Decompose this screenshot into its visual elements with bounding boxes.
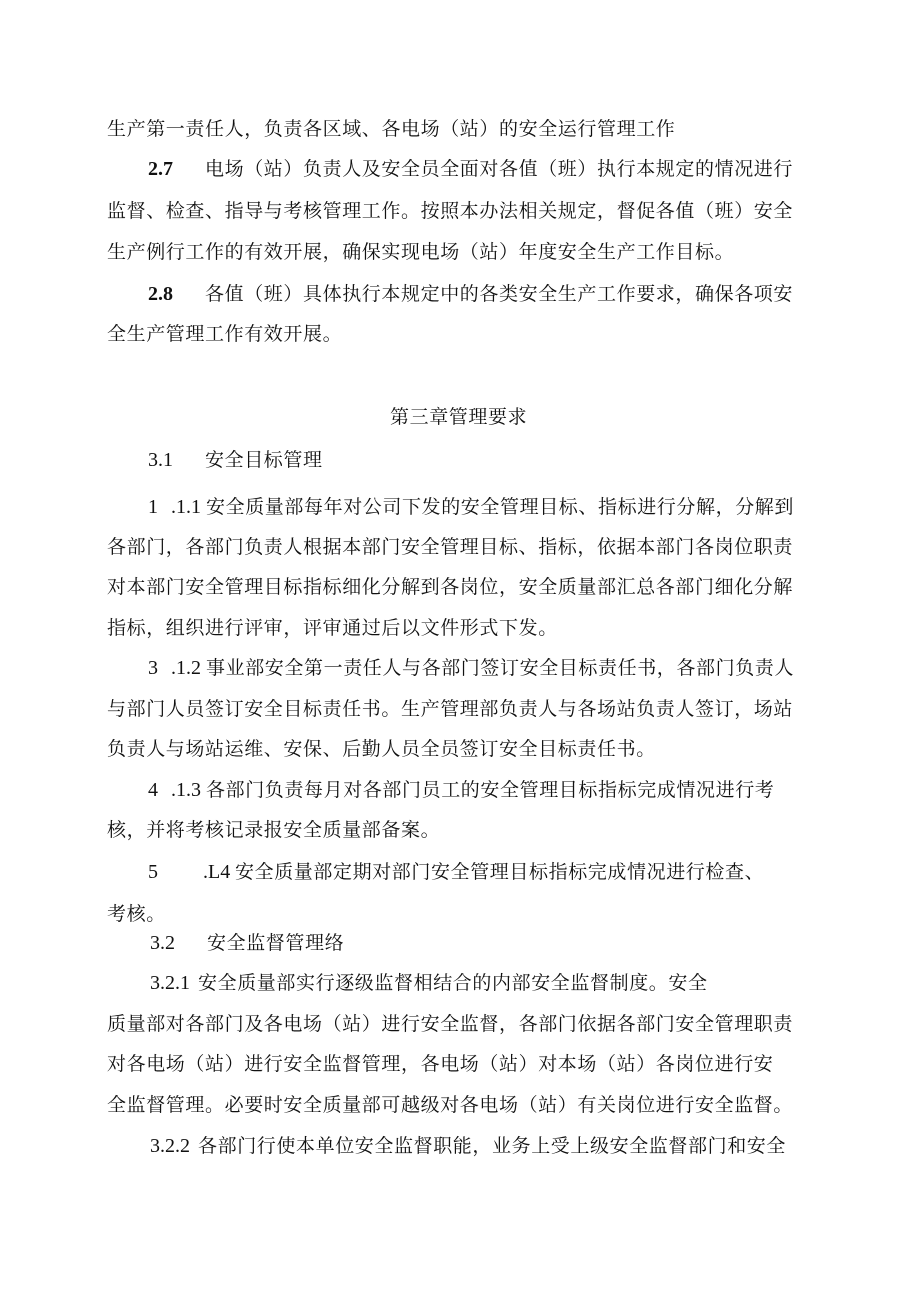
paragraph-line (107, 1012, 793, 1036)
section-2-8 (148, 282, 793, 306)
paragraph-line (107, 575, 793, 599)
item-1-1-1 (148, 495, 794, 519)
paragraph-line (107, 535, 793, 559)
section-heading: 安全监督管理络 (207, 932, 345, 954)
body-text: 各部门负责每月对各部门员工的安全管理目标指标完成情况进行考 (206, 779, 775, 801)
body-text: 指标，组织进行评审，评审通过后以文件形式下发。 (107, 617, 558, 639)
paragraph-line (107, 240, 734, 264)
item-1-1-3 (148, 778, 774, 802)
body-text: 对各电场（站）进行安全监督管理，各电场（站）对本场（站）各岗位进行安 (107, 1053, 774, 1075)
item-3-2-2 (150, 1134, 786, 1158)
body-text: 事业部安全第一责任人与各部门签订安全目标责任书，各部门负责人 (206, 657, 795, 679)
body-text: 各部门行使本单位安全监督职能，业务上受上级安全监督部门和安全 (198, 1135, 787, 1157)
item-number: 3.2.1 (150, 972, 190, 994)
section-3-2 (150, 931, 344, 955)
body-text: 对本部门安全管理目标指标细化分解到各岗位，安全质量部汇总各部门细化分解 (107, 576, 794, 598)
item-subnumber: .1.3 (171, 779, 201, 801)
section-2-7 (148, 157, 793, 181)
item-number: 4 (148, 779, 158, 801)
item-1-1-2 (148, 656, 794, 680)
paragraph-line (107, 199, 793, 223)
paragraph-line (107, 117, 675, 141)
paragraph-line (107, 818, 440, 842)
body-text: 生产第一责任人，负责各区域、各电场（站）的安全运行管理工作 (107, 118, 676, 140)
paragraph-line (107, 616, 558, 640)
body-text: 考核。 (107, 903, 166, 925)
body-text: 核，并将考核记录报安全质量部备案。 (107, 819, 441, 841)
body-text: 电场（站）负责人及安全员全面对各值（班）执行本规定的情况进行 (205, 158, 794, 180)
item-subnumber: .L4 (203, 861, 231, 883)
body-text: 各部门，各部门负责人根据本部门安全管理目标、指标，依据本部门各岗位职责 (107, 536, 794, 558)
body-text: 生产例行工作的有效开展，确保实现电场（站）年度安全生产工作目标。 (107, 241, 735, 263)
body-text: 安全质量部每年对公司下发的安全管理目标、指标进行分解，分解到 (206, 496, 795, 518)
paragraph-line (107, 697, 793, 721)
section-number: 3.1 (148, 449, 173, 471)
body-text: 各值（班）具体执行本规定中的各类安全生产工作要求，确保各项安 (205, 283, 794, 305)
item-number: 1 (148, 496, 158, 518)
item-3-2-1 (150, 971, 708, 995)
body-text: 质量部对各部门及各电场（站）进行安全监督，各部门依据各部门安全管理职责 (107, 1013, 794, 1035)
paragraph-line (107, 737, 656, 761)
paragraph-line (107, 902, 166, 926)
chapter-title (390, 405, 527, 429)
chapter-heading: 第三章管理要求 (390, 406, 528, 428)
body-text: 安全质量部实行逐级监督相结合的内部安全监督制度。安全 (198, 972, 708, 994)
item-number: 5 (148, 861, 158, 883)
section-number: 2.8 (148, 283, 173, 305)
body-text: 全生产管理工作有效开展。 (107, 323, 343, 345)
paragraph-line (107, 1093, 793, 1117)
body-text: 负责人与场站运维、安保、后勤人员全员签订安全目标责任书。 (107, 738, 656, 760)
item-subnumber: .1.2 (171, 657, 201, 679)
paragraph-line (107, 322, 342, 346)
body-text: 全监督管理。必要时安全质量部可越级对各电场（站）有关岗位进行安全监督。 (107, 1094, 794, 1116)
body-text: 与部门人员签订安全目标责任书。生产管理部负责人与各场站负责人签订，场站 (107, 698, 794, 720)
section-number: 2.7 (148, 158, 173, 180)
section-heading: 安全目标管理 (205, 449, 323, 471)
item-1-1-4 (148, 860, 764, 884)
section-3-1 (148, 448, 323, 472)
body-text: 监督、检查、指导与考核管理工作。按照本办法相关规定，督促各值（班）安全 (107, 200, 794, 222)
section-number: 3.2 (150, 932, 175, 954)
item-subnumber: .1.1 (171, 496, 201, 518)
paragraph-line (107, 1052, 773, 1076)
item-number: 3.2.2 (150, 1135, 190, 1157)
item-number: 3 (148, 657, 158, 679)
body-text: 安全质量部定期对部门安全管理目标指标完成情况进行检查、 (235, 861, 765, 883)
